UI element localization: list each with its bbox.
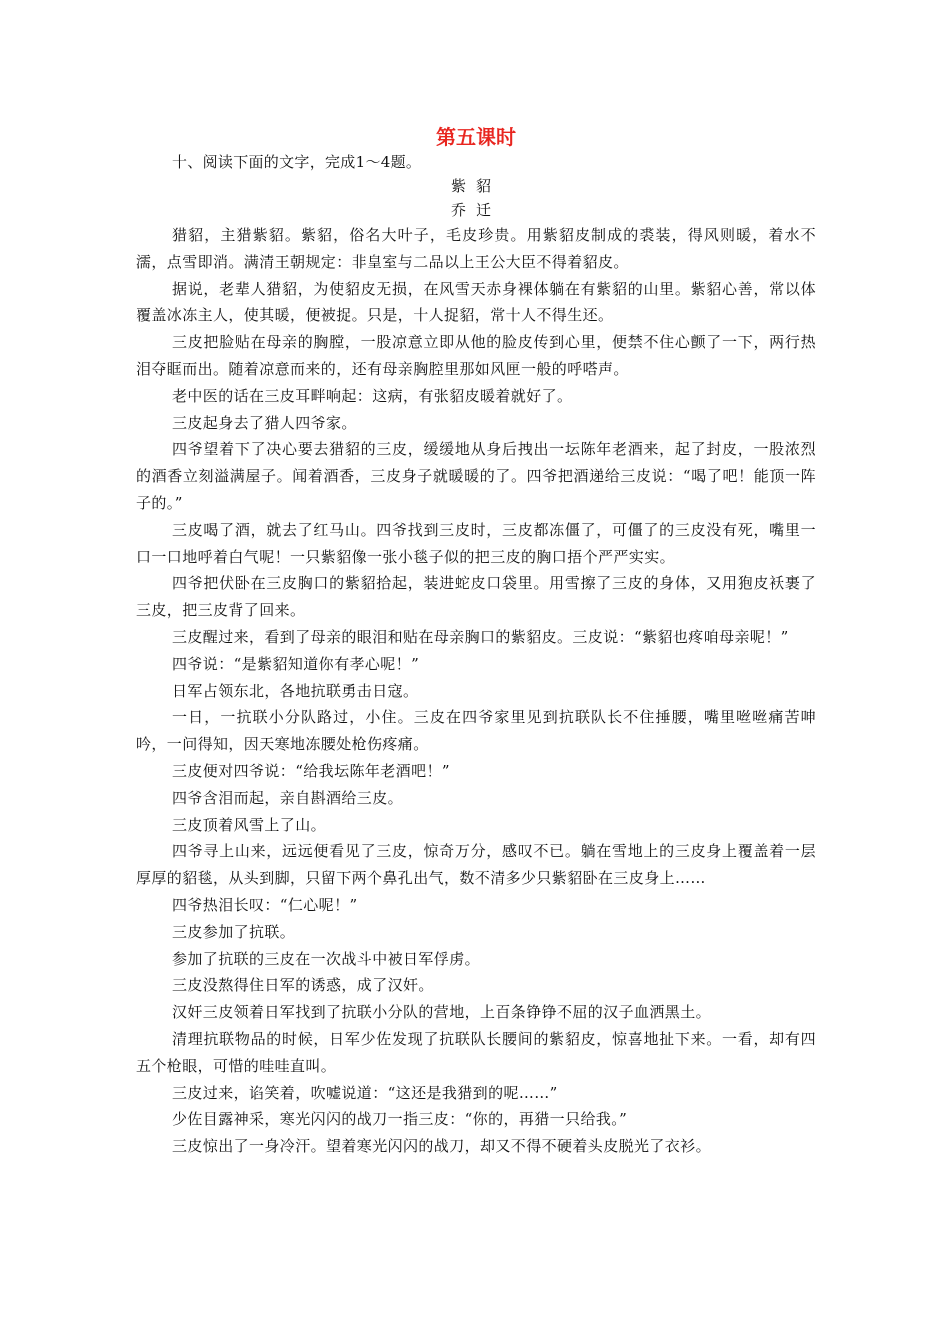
paragraph: 四爷热泪长叹：“仁心呢！” (172, 895, 358, 914)
paragraph: 四爷说：“是紫貂知道你有孝心呢！” (172, 654, 420, 673)
paragraph: 参加了抗联的三皮在一次战斗中被日军俘虏。 (172, 949, 481, 968)
paragraph: 三皮惊出了一身冷汗。望着寒光闪闪的战刀，却又不得不硬着头皮脱光了衣衫。 (172, 1137, 712, 1156)
paragraph: 三皮便对四爷说：“给我坛陈年老酒吧！” (172, 761, 450, 780)
article-author: 乔迁 (450, 201, 501, 219)
paragraph: 三皮过来，谄笑着，吹嘘说道：“这还是我猎到的呢……” (172, 1083, 558, 1102)
paragraph: 三皮把脸贴在母亲的胸膛，一股凉意立即从他的脸皮传到心里，便禁不住心颤了一下，两行热泪夺眶而出。随着凉意而来的，还有母亲胸腔里那如风匣一般的呼嗒声。 (136, 333, 816, 378)
paragraph: 四爷寻上山来，远远便看见了三皮，惊奇万分，感叹不已。躺在雪地上的三皮身上覆盖着一层厚厚的貂毯，从头到脚，只留下两个鼻孔出气，数不清多少只紫貂卧在三皮身上…… (136, 842, 816, 888)
paragraph: 四爷含泪而起，亲自斟酒给三皮。 (172, 788, 404, 807)
question-instruction: 十、阅读下面的文字，完成1～4题。 (172, 153, 422, 171)
document-page (136, 124, 816, 1160)
story-body (136, 222, 816, 1160)
paragraph: 三皮顶着风雪上了山。 (172, 815, 327, 834)
paragraph: 三皮喝了酒，就去了红马山。四爷找到三皮时，三皮都冻僵了，可僵了的三皮没有死，嘴里一口一口地呼着白气呢！一只紫貂像一张小毯子似的把三皮的胸口捂个严严实实。 (136, 520, 816, 566)
paragraph: 少佐目露神采，寒光闪闪的战刀一指三皮：“你的，再猎一只给我。” (172, 1110, 628, 1129)
article-title: 紫貂 (450, 177, 501, 195)
paragraph: 一日，一抗联小分队路过，小住。三皮在四爷家里见到抗联队长不住捶腰，嘴里咝咝痛苦呻吟，一问得知，因天寒地冻腰处枪伤疼痛。 (136, 708, 816, 754)
paragraph: 猎貂，主猎紫貂。紫貂，俗名大叶子，毛皮珍贵。用紫貂皮制成的裘装，得风则暖，着水不濡，点雪即消。满清王朝规定：非皇室与二品以上王公大臣不得着貂皮。 (136, 226, 816, 271)
page-title: 第五课时 (436, 125, 516, 149)
paragraph: 三皮起身去了猎人四爷家。 (172, 413, 357, 432)
paragraph: 三皮参加了抗联。 (172, 922, 296, 941)
paragraph: 日军占领东北，各地抗联勇击日寇。 (172, 681, 419, 700)
paragraph: 四爷把伏卧在三皮胸口的紫貂拾起，装进蛇皮口袋里。用雪擦了三皮的身体，又用狍皮袄裹了三皮，把三皮背了回来。 (136, 574, 816, 620)
paragraph: 据说，老辈人猎貂，为使貂皮无损，在风雪天赤身裸体躺在有紫貂的山里。紫貂心善，常以体覆盖冰冻主人，使其暖，便被捉。只是，十人捉貂，常十人不得生还。 (136, 279, 816, 325)
paragraph: 三皮醒过来，看到了母亲的眼泪和贴在母亲胸口的紫貂皮。三皮说：“紫貂也疼咱母亲呢！” (172, 627, 789, 646)
paragraph: 清理抗联物品的时候，日军少佐发现了抗联队长腰间的紫貂皮，惊喜地扯下来。一看，却有四五个枪眼，可惜的哇哇直叫。 (136, 1029, 816, 1075)
paragraph: 汉奸三皮领着日军找到了抗联小分队的营地，上百条铮铮不屈的汉子血洒黑土。 (172, 1003, 712, 1022)
paragraph: 四爷望着下了决心要去猎貂的三皮，缓缓地从身后拽出一坛陈年老酒来，起了封皮，一股浓烈的酒香立刻溢满屋子。闻着酒香，三皮身子就暖暖的了。四爷把酒递给三皮说：“喝了吧！能顶一阵子的。” (136, 440, 816, 512)
paragraph: 老中医的话在三皮耳畔响起：这病，有张貂皮暖着就好了。 (172, 386, 573, 405)
paragraph: 三皮没熬得住日军的诱惑，成了汉奸。 (172, 976, 434, 995)
